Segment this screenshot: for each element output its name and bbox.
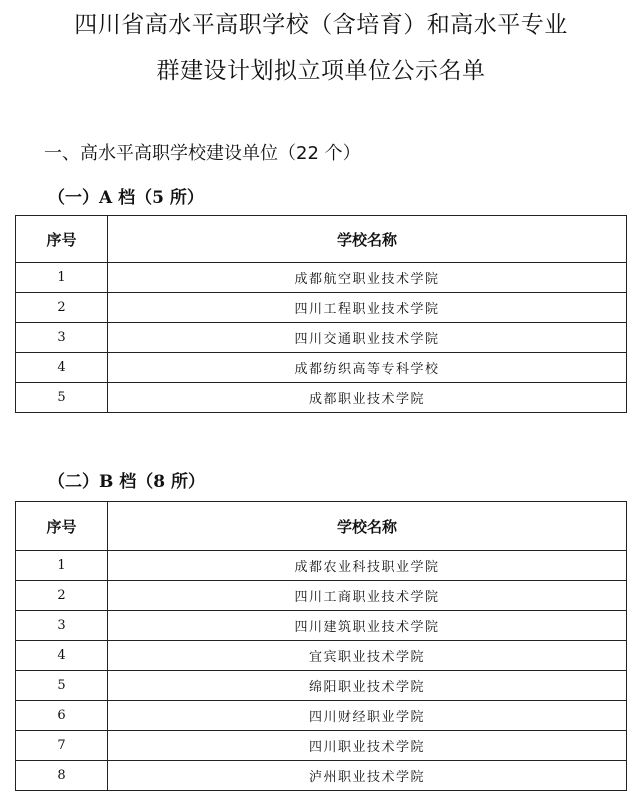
school-name: 四川交通职业技术学院	[108, 323, 627, 353]
table-row	[16, 761, 627, 791]
row-number: 5	[16, 383, 108, 413]
group-b-heading: （二）B 档（8 所）	[48, 472, 206, 492]
school-name: 宜宾职业技术学院	[108, 641, 627, 671]
row-number: 4	[16, 353, 108, 383]
row-number: 2	[16, 293, 108, 323]
row-number: 4	[16, 641, 108, 671]
row-number: 8	[16, 761, 108, 791]
document-title-line-2: 群建设计划拟立项单位公示名单	[156, 58, 486, 84]
table-row	[16, 551, 627, 581]
column-header-school-name: 学校名称	[108, 502, 627, 551]
table-header-row	[16, 502, 627, 551]
school-name: 成都农业科技职业学院	[108, 551, 627, 581]
document-title-line-1: 四川省高水平高职学校（含培育）和高水平专业	[74, 12, 568, 38]
row-number: 3	[16, 611, 108, 641]
school-name: 成都职业技术学院	[108, 383, 627, 413]
section-heading: 一、高水平高职学校建设单位（22 个）	[44, 143, 361, 164]
group-b-table	[15, 501, 627, 791]
group-a-table	[15, 215, 627, 413]
table-row	[16, 353, 627, 383]
school-name: 四川建筑职业技术学院	[108, 611, 627, 641]
school-name: 成都纺织高等专科学校	[108, 353, 627, 383]
column-header-school-name: 学校名称	[108, 216, 627, 263]
school-name: 成都航空职业技术学院	[108, 263, 627, 293]
school-name: 泸州职业技术学院	[108, 761, 627, 791]
school-name: 四川财经职业学院	[108, 701, 627, 731]
table-row	[16, 263, 627, 293]
row-number: 6	[16, 701, 108, 731]
table-row	[16, 323, 627, 353]
table-row	[16, 701, 627, 731]
table-row	[16, 581, 627, 611]
school-name: 四川职业技术学院	[108, 731, 627, 761]
row-number: 5	[16, 671, 108, 701]
row-number: 1	[16, 551, 108, 581]
table-row	[16, 671, 627, 701]
column-header-number: 序号	[16, 502, 108, 551]
table-row	[16, 293, 627, 323]
row-number: 3	[16, 323, 108, 353]
school-name: 四川工商职业技术学院	[108, 581, 627, 611]
row-number: 2	[16, 581, 108, 611]
row-number: 1	[16, 263, 108, 293]
school-name: 绵阳职业技术学院	[108, 671, 627, 701]
school-name: 四川工程职业技术学院	[108, 293, 627, 323]
table-row	[16, 611, 627, 641]
table-row	[16, 641, 627, 671]
group-a-heading: （一）A 档（5 所）	[48, 188, 204, 208]
table-row	[16, 731, 627, 761]
column-header-number: 序号	[16, 216, 108, 263]
table-header-row	[16, 216, 627, 263]
table-row	[16, 383, 627, 413]
row-number: 7	[16, 731, 108, 761]
